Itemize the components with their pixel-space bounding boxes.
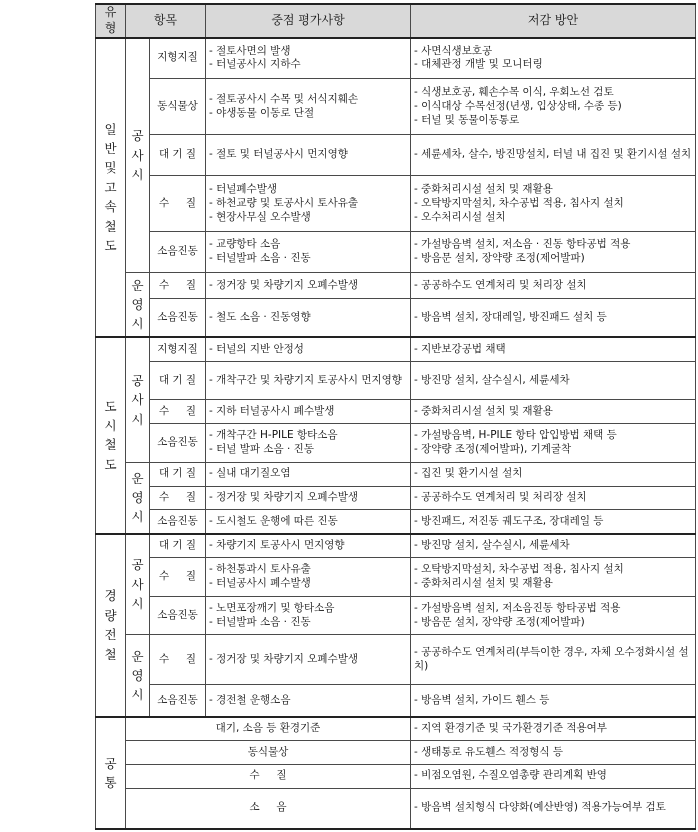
evaluation-cell (206, 232, 411, 273)
phase-char: 공 (131, 373, 144, 389)
phase-char: 시 (131, 411, 144, 427)
cell-line: - 중화처리시설 설치 및 재활용 (414, 404, 553, 417)
table-row (96, 685, 696, 717)
common-item-cell: 수 질 (126, 764, 411, 788)
type-cell (96, 534, 126, 717)
cell-line: - 경전철 운행소음 (209, 693, 291, 706)
evaluation-cell (206, 273, 411, 299)
table-row (96, 462, 696, 486)
table-row (96, 557, 696, 596)
type-cell-common (96, 717, 126, 829)
header-evaluation: 중점 평가사항 (206, 4, 411, 38)
cell-line: - 가설방음벽, H-PILE 항타 압입방법 채택 등 (414, 429, 617, 442)
table-row (96, 337, 696, 361)
mitigation-cell (411, 741, 696, 765)
phase-cell (126, 337, 150, 462)
cell-line: - 방진망 설치, 살수실시, 세륜세차 (414, 373, 570, 386)
common-item-cell: 동식물상 (126, 741, 411, 765)
item-cell: 수 질 (150, 486, 206, 510)
cell-line: - 터널발파 소음 · 진동 (209, 252, 311, 265)
cell-line: - 터널폐수발생 (209, 182, 277, 195)
mitigation-cell (411, 635, 696, 685)
type-char: 시 (104, 418, 117, 434)
type-cell (96, 38, 126, 338)
phase-char: 공 (131, 128, 144, 144)
table-row (96, 400, 696, 424)
evaluation-cell (206, 79, 411, 135)
mitigation-cell (411, 685, 696, 717)
cell-line: - 방진패드, 저진동 궤도구조, 장대레일 등 (414, 514, 604, 527)
evaluation-cell (206, 400, 411, 424)
item-cell: 대 기 질 (150, 462, 206, 486)
mitigation-cell (411, 462, 696, 486)
item-cell: 소음진동 (150, 685, 206, 717)
mitigation-cell (411, 38, 696, 79)
cell-line: - 집진 및 환기시설 설치 (414, 467, 523, 480)
table-row (96, 534, 696, 558)
cell-line: - 절토공사시 수목 및 서식지훼손 (209, 92, 358, 105)
cell-line: - 노면포장깨기 및 항타소음 (209, 601, 335, 614)
cell-line: - 가설방음벽 설치, 저소음진동 항타공법 적용 (414, 601, 621, 614)
phase-char: 시 (131, 687, 144, 703)
phase-cell (126, 635, 150, 717)
table-row (96, 38, 696, 79)
cell-line: - 절토 및 터널공사시 먼지영향 (209, 148, 348, 161)
evaluation-cell (206, 635, 411, 685)
evaluation-cell (206, 176, 411, 232)
phase-cell (126, 462, 150, 533)
item-cell: 수 질 (150, 635, 206, 685)
table-row (96, 79, 696, 135)
type-char: 철 (104, 218, 117, 234)
mitigation-cell (411, 510, 696, 534)
phase-char: 영 (131, 297, 144, 313)
type-char: 및 (104, 160, 117, 176)
cell-line: - 야생동물 이동로 단절 (209, 106, 315, 119)
mitigation-cell (411, 596, 696, 635)
mitigation-cell (411, 557, 696, 596)
cell-line: - 개착구간 H-PILE 항타소음 (209, 429, 338, 442)
cell-line: - 중화처리시설 설치 및 재활용 (414, 576, 553, 589)
cell-line: - 오수처리시설 설치 (414, 210, 506, 223)
cell-line: - 도시철도 운행에 따른 진동 (209, 514, 338, 527)
type-char: 철 (104, 646, 117, 662)
table-row (96, 176, 696, 232)
header-row (96, 4, 696, 38)
mitigation-cell (411, 486, 696, 510)
item-cell: 수 질 (150, 400, 206, 424)
table-row (96, 510, 696, 534)
phase-char: 사 (131, 147, 144, 163)
table-row (96, 596, 696, 635)
mitigation-cell (411, 299, 696, 338)
mitigation-cell (411, 400, 696, 424)
evaluation-cell (206, 685, 411, 717)
table-row (96, 741, 696, 765)
phase-cell (126, 273, 150, 338)
cell-line: - 방음벽 설치형식 다양화(예산반영) 적용가능여부 검토 (414, 801, 666, 814)
item-cell: 지형지질 (150, 38, 206, 79)
cell-line: - 공공하수도 연계처리 및 처리장 설치 (414, 278, 587, 291)
mitigation-cell (411, 361, 696, 400)
phase-char: 운 (131, 277, 144, 293)
cell-line: - 현장사무실 오수발생 (209, 210, 311, 223)
mitigation-cell (411, 764, 696, 788)
cell-line: - 지역 환경기준 및 국가환경기준 적용여부 (414, 722, 607, 735)
item-cell: 소음진동 (150, 596, 206, 635)
cell-line: - 터널발파 소음 · 진동 (209, 615, 311, 628)
type-char: 통 (104, 774, 117, 790)
cell-line: - 절토사면의 발생 (209, 44, 291, 57)
cell-line: - 방음벽 설치, 가이드 휀스 등 (414, 693, 550, 706)
table-row (96, 273, 696, 299)
header-type: 유형 (96, 4, 126, 38)
cell-line: - 가설방음벽 설치, 저소음 · 진동 항타공법 적용 (414, 238, 631, 251)
evaluation-cell (206, 38, 411, 79)
type-char: 경 (104, 588, 117, 604)
evaluation-cell (206, 596, 411, 635)
type-char: 전 (104, 627, 117, 643)
cell-line: - 대체관정 개발 및 모니터링 (414, 58, 543, 71)
type-char: 속 (104, 199, 117, 215)
mitigation-cell (411, 176, 696, 232)
table-row (96, 635, 696, 685)
cell-line: - 정거장 및 차량기지 오폐수발생 (209, 278, 358, 291)
evaluation-cell (206, 299, 411, 338)
item-cell: 소음진동 (150, 232, 206, 273)
phase-char: 운 (131, 470, 144, 486)
cell-line: - 하천교량 및 토공사시 토사유출 (209, 196, 358, 209)
phase-char: 영 (131, 667, 144, 683)
mitigation-cell (411, 273, 696, 299)
mitigation-cell (411, 232, 696, 273)
type-char: 도 (104, 237, 117, 253)
mitigation-cell (411, 79, 696, 135)
cell-line: - 철도 소음 · 진동영향 (209, 310, 311, 323)
evaluation-cell (206, 510, 411, 534)
table-row (96, 486, 696, 510)
evaluation-cell (206, 337, 411, 361)
item-cell: 소음진동 (150, 299, 206, 338)
cell-line: - 터널 및 동물이동통로 (414, 113, 520, 126)
item-cell: 수 질 (150, 176, 206, 232)
mitigation-cell (411, 788, 696, 829)
type-char: 도 (104, 398, 117, 414)
phase-char: 시 (131, 167, 144, 183)
cell-line: - 장약량 조정(제어발파), 기계굴착 (414, 443, 572, 456)
cell-line: - 방진망 설치, 살수실시, 세륜세차 (414, 538, 570, 551)
cell-line: - 실내 대기질오염 (209, 467, 291, 480)
type-char: 공 (104, 755, 117, 771)
cell-line: - 개착구간 및 차량기지 토공사시 먼지영향 (209, 373, 402, 386)
type-char: 량 (104, 607, 117, 623)
mitigation-cell (411, 717, 696, 741)
table-row (96, 424, 696, 463)
phase-char: 시 (131, 316, 144, 332)
table-body (96, 38, 696, 829)
cell-line: - 차량기지 토공사시 먼지영향 (209, 538, 345, 551)
type-char: 철 (104, 437, 117, 453)
cell-line: - 지하 터널공사시 폐수발생 (209, 404, 335, 417)
cell-line: - 생태통로 유도휀스 적정형식 등 (414, 745, 563, 758)
evaluation-cell (206, 486, 411, 510)
type-char: 고 (104, 179, 117, 195)
cell-line: - 터널공사시 지하수 (209, 58, 301, 71)
evaluation-cell (206, 135, 411, 176)
cell-line: - 중화처리시설 설치 및 재활용 (414, 182, 553, 195)
cell-line: - 사면식생보호공 (414, 44, 493, 57)
phase-cell (126, 534, 150, 635)
cell-line: - 정거장 및 차량기지 오폐수발생 (209, 652, 358, 665)
item-cell: 대 기 질 (150, 135, 206, 176)
cell-line: - 비점오염원, 수질오염총량 관리계획 반영 (414, 769, 607, 782)
cell-line: - 세륜세차, 살수, 방진망설치, 터널 내 집진 및 환기시설 설치 (414, 148, 692, 161)
table-row (96, 232, 696, 273)
cell-line: - 식생보호공, 훼손수목 이식, 우회노선 검토 (414, 85, 614, 98)
table-row (96, 764, 696, 788)
cell-line: - 방음문 설치, 장약량 조정(제어발파) (414, 252, 585, 265)
cell-line: - 하천통과시 토사유출 (209, 562, 311, 575)
phase-char: 시 (131, 596, 144, 612)
type-cell (96, 337, 126, 533)
cell-line: - 터널의 지반 안정성 (209, 342, 304, 355)
cell-line: - 터널 발파 소음 · 진동 (209, 443, 314, 456)
phase-char: 사 (131, 576, 144, 592)
header-mitigation: 저감 방안 (411, 4, 696, 38)
item-cell: 수 질 (150, 557, 206, 596)
phase-char: 사 (131, 392, 144, 408)
evaluation-cell (206, 424, 411, 463)
item-cell: 대 기 질 (150, 534, 206, 558)
common-item-cell: 소 음 (126, 788, 411, 829)
item-cell: 소음진동 (150, 510, 206, 534)
phase-char: 시 (131, 509, 144, 525)
type-char: 반 (104, 141, 117, 157)
table-row (96, 299, 696, 338)
phase-char: 영 (131, 490, 144, 506)
env-assessment-table (95, 3, 696, 830)
cell-line: - 공공하수도 연계처리(부득이한 경우, 자체 오수정화시설 설치) (414, 645, 689, 672)
cell-line: - 터널공사시 폐수발생 (209, 576, 311, 589)
item-cell: 소음진동 (150, 424, 206, 463)
common-item-cell: 대기, 소음 등 환경기준 (126, 717, 411, 741)
type-char: 도 (104, 456, 117, 472)
evaluation-cell (206, 462, 411, 486)
cell-line: - 방음벽 설치, 장대레일, 방진패드 설치 등 (414, 310, 607, 323)
mitigation-cell (411, 337, 696, 361)
header-item: 항목 (126, 4, 206, 38)
evaluation-cell (206, 361, 411, 400)
item-cell: 동식물상 (150, 79, 206, 135)
item-cell: 수 질 (150, 273, 206, 299)
phase-char: 공 (131, 557, 144, 573)
item-cell: 지형지질 (150, 337, 206, 361)
table-row (96, 788, 696, 829)
table-row (96, 717, 696, 741)
mitigation-cell (411, 424, 696, 463)
phase-cell (126, 38, 150, 273)
cell-line: - 이식대상 수목선정(년생, 입상상태, 수종 등) (414, 99, 622, 112)
evaluation-cell (206, 557, 411, 596)
type-char: 일 (104, 121, 117, 137)
cell-line: - 지반보강공법 채택 (414, 342, 506, 355)
phase-char: 운 (131, 648, 144, 664)
cell-line: - 오탁방지막설치, 차수공법 적용, 침사지 설치 (414, 196, 624, 209)
cell-line: - 오탁방지막설치, 차수공법 적용, 침사지 설치 (414, 562, 624, 575)
mitigation-cell (411, 135, 696, 176)
mitigation-cell (411, 534, 696, 558)
table-row (96, 361, 696, 400)
cell-line: - 공공하수도 연계처리 및 처리장 설치 (414, 491, 587, 504)
table-row (96, 135, 696, 176)
evaluation-cell (206, 534, 411, 558)
cell-line: - 정거장 및 차량기지 오폐수발생 (209, 491, 358, 504)
cell-line: - 방음문 설치, 장약량 조정(제어발파) (414, 615, 585, 628)
cell-line: - 교량항타 소음 (209, 238, 281, 251)
item-cell: 대 기 질 (150, 361, 206, 400)
